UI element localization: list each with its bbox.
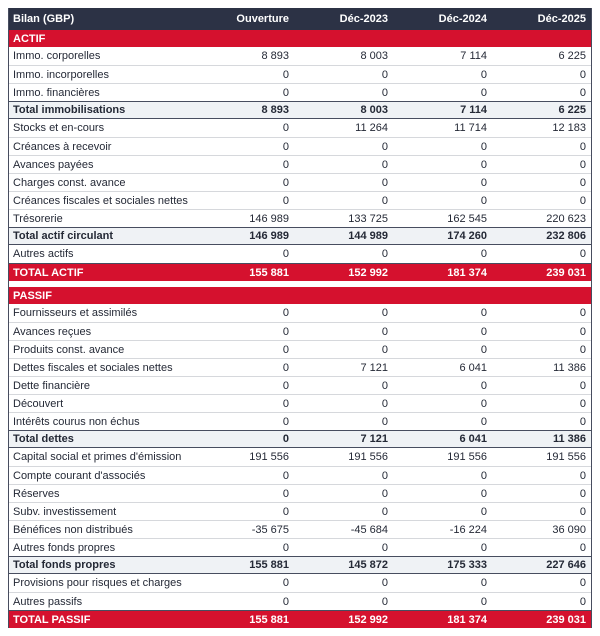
cell-value: 0 [282, 469, 289, 482]
table-row [9, 65, 591, 83]
cell-value: 0 [480, 86, 487, 99]
cell-value: 0 [282, 595, 289, 608]
table-row [9, 137, 591, 155]
cell-value: 0 [480, 68, 487, 81]
cell-value: -45 684 [350, 523, 388, 536]
table-row [9, 358, 591, 376]
cell-value: 8 893 [261, 50, 289, 62]
cell-value: 232 806 [546, 230, 586, 242]
cell-value: 0 [480, 577, 487, 589]
cell-value: 155 881 [249, 559, 289, 571]
row-label: Intérêts courus non échus [13, 415, 140, 428]
cell-value: 155 881 [249, 266, 289, 279]
table-row [9, 47, 591, 65]
row-label: Avances payées [13, 158, 94, 171]
cell-value: 220 623 [546, 212, 586, 225]
cell-value: 162 545 [447, 212, 487, 225]
cell-value: 0 [282, 86, 289, 99]
row-label: Créances à recevoir [13, 140, 112, 153]
cell-value: 152 992 [348, 266, 388, 279]
cell-value: 0 [282, 248, 289, 260]
cell-value: 0 [282, 122, 289, 134]
table-row [9, 173, 591, 191]
row-label: Créances fiscales et sociales nettes [13, 194, 188, 207]
cell-value: 0 [480, 325, 487, 338]
cell-value: 0 [381, 415, 388, 428]
balance-sheet-table [8, 8, 592, 628]
row-label: Trésorerie [13, 212, 63, 225]
column-header: Déc-2024 [438, 13, 487, 25]
cell-value: 174 260 [447, 230, 487, 242]
table-row [9, 466, 591, 484]
cell-value: 36 090 [552, 523, 586, 536]
cell-value: 12 183 [552, 122, 586, 134]
cell-value: 0 [381, 194, 388, 207]
cell-value: 155 881 [249, 613, 289, 626]
cell-value: 0 [480, 307, 487, 319]
cell-value: 0 [282, 379, 289, 392]
cell-value: 0 [381, 343, 388, 356]
cell-value: 0 [381, 86, 388, 99]
cell-value: 0 [579, 379, 586, 392]
table-row [9, 155, 591, 173]
cell-value: 0 [381, 325, 388, 338]
table-row [9, 245, 591, 263]
table-row [9, 592, 591, 610]
cell-value: 0 [381, 176, 388, 189]
cell-value: 11 264 [355, 122, 388, 134]
row-label: Subv. investissement [13, 505, 117, 518]
cell-value: 0 [480, 379, 487, 392]
cell-value: 7 114 [460, 50, 487, 62]
table-row [9, 83, 591, 101]
cell-value: 0 [480, 158, 487, 171]
table-row [9, 448, 591, 466]
cell-value: 0 [381, 577, 388, 589]
cell-value: 0 [579, 595, 586, 608]
cell-value: 0 [381, 469, 388, 482]
row-label: Immo. incorporelles [13, 68, 109, 81]
cell-value: 0 [480, 248, 487, 260]
cell-value: 0 [480, 505, 487, 518]
row-label: Produits const. avance [13, 343, 125, 356]
row-label: Dette financière [13, 379, 91, 392]
cell-value: 0 [282, 541, 289, 554]
table-row [9, 430, 591, 448]
cell-value: 0 [480, 541, 487, 554]
cell-value: 146 989 [249, 212, 289, 225]
row-label: Fournisseurs et assimilés [13, 307, 138, 319]
row-label: Total fonds propres [13, 559, 116, 571]
cell-value: 6 041 [459, 433, 487, 445]
cell-value: 0 [480, 397, 487, 410]
cell-value: 0 [282, 325, 289, 338]
cell-value: -35 675 [251, 523, 289, 536]
cell-value: 0 [381, 248, 388, 260]
cell-value: 0 [282, 158, 289, 171]
cell-value: 0 [282, 176, 289, 189]
table-row [9, 227, 591, 245]
cell-value: 0 [282, 361, 289, 374]
table-row [9, 119, 591, 137]
cell-value: 6 225 [558, 104, 586, 116]
cell-value: 0 [579, 158, 586, 171]
row-label: Immo. financières [13, 86, 100, 99]
table-row [9, 304, 591, 322]
cell-value: 191 556 [249, 451, 289, 463]
cell-value: 7 121 [360, 433, 388, 445]
cell-value: 0 [282, 577, 289, 589]
row-label: Bénéfices non distribués [13, 523, 133, 536]
cell-value: 0 [282, 194, 289, 207]
cell-value: 227 646 [546, 559, 586, 571]
section-header-actif [9, 30, 591, 47]
row-label: Charges const. avance [13, 176, 126, 189]
table-row [9, 502, 591, 520]
cell-value: 191 556 [546, 451, 586, 463]
cell-value: 191 556 [348, 451, 388, 463]
cell-value: 6 225 [558, 50, 586, 62]
table-row [9, 610, 591, 628]
cell-value: 0 [480, 487, 487, 500]
cell-value: 0 [282, 140, 289, 153]
row-label: Total dettes [13, 433, 74, 445]
cell-value: 0 [381, 307, 388, 319]
cell-value: 239 031 [546, 613, 586, 626]
cell-value: 11 386 [553, 361, 586, 374]
cell-value: 0 [480, 140, 487, 153]
row-label: Capital social et primes d'émission [13, 451, 182, 463]
cell-value: 0 [381, 595, 388, 608]
cell-value: 0 [579, 577, 586, 589]
cell-value: 181 374 [447, 266, 487, 279]
column-header: Ouverture [236, 13, 289, 25]
cell-value: 0 [282, 415, 289, 428]
cell-value: 0 [381, 397, 388, 410]
row-label: Compte courant d'associés [13, 469, 146, 482]
cell-value: 0 [282, 433, 289, 445]
table-row [9, 484, 591, 502]
cell-value: 11 714 [454, 122, 487, 134]
row-label: Immo. corporelles [13, 50, 101, 62]
cell-value: 0 [480, 194, 487, 207]
column-header: Déc-2023 [339, 13, 388, 25]
cell-value: 0 [579, 397, 586, 410]
cell-value: 7 121 [360, 361, 388, 374]
cell-value: 152 992 [348, 613, 388, 626]
cell-value: 146 989 [249, 230, 289, 242]
cell-value: 0 [579, 140, 586, 153]
cell-value: 0 [282, 343, 289, 356]
table-body [9, 30, 591, 628]
cell-value: 0 [579, 194, 586, 207]
cell-value: 181 374 [447, 613, 487, 626]
cell-value: 0 [579, 248, 586, 260]
cell-value: 0 [381, 158, 388, 171]
cell-value: 0 [579, 487, 586, 500]
table-row [9, 394, 591, 412]
row-label: Avances reçues [13, 325, 92, 338]
row-label: Réserves [13, 487, 60, 500]
table-row [9, 322, 591, 340]
cell-value: 0 [579, 541, 586, 554]
table-row [9, 538, 591, 556]
cell-value: 144 989 [348, 230, 388, 242]
cell-value: 0 [282, 397, 289, 410]
table-row [9, 376, 591, 394]
table-row [9, 574, 591, 592]
cell-value: 8 003 [360, 104, 388, 116]
table-row [9, 556, 591, 574]
cell-value: 133 725 [348, 212, 388, 225]
cell-value: 11 386 [552, 433, 586, 445]
table-row [9, 520, 591, 538]
cell-value: 0 [579, 176, 586, 189]
row-label: Provisions pour risques et charges [13, 577, 182, 589]
cell-value: 0 [282, 487, 289, 500]
cell-value: 0 [480, 415, 487, 428]
row-label: Autres fonds propres [13, 541, 116, 554]
cell-value: 7 114 [460, 104, 487, 116]
cell-value: 0 [579, 469, 586, 482]
cell-value: 145 872 [348, 559, 388, 571]
table-row [9, 263, 591, 281]
cell-value: 0 [579, 415, 586, 428]
cell-value: 0 [381, 379, 388, 392]
table-row [9, 191, 591, 209]
cell-value: 8 003 [360, 50, 388, 62]
cell-value: 0 [579, 325, 586, 338]
cell-value: 0 [381, 505, 388, 518]
cell-value: 191 556 [447, 451, 487, 463]
row-label: Découvert [13, 397, 64, 410]
row-label: TOTAL PASSIF [13, 613, 91, 626]
table-row [9, 340, 591, 358]
cell-value: 0 [480, 343, 487, 356]
row-label: Total immobilisations [13, 104, 126, 116]
section-header-passif [9, 287, 591, 304]
row-label: Stocks et en-cours [13, 122, 105, 134]
cell-value: 0 [282, 68, 289, 81]
row-label: Autres passifs [13, 595, 83, 608]
cell-value: 0 [579, 86, 586, 99]
cell-value: 0 [381, 487, 388, 500]
row-label: Autres actifs [13, 248, 74, 260]
row-label: TOTAL ACTIF [13, 266, 84, 279]
cell-value: 0 [480, 469, 487, 482]
table-row [9, 412, 591, 430]
table-title: Bilan (GBP) [13, 13, 75, 25]
column-header: Déc-2025 [537, 13, 586, 25]
table-header-row [9, 8, 591, 30]
cell-value: 0 [579, 68, 586, 81]
cell-value: 0 [381, 541, 388, 554]
section-title: PASSIF [13, 289, 52, 302]
cell-value: 0 [282, 307, 289, 319]
cell-value: 0 [480, 176, 487, 189]
row-label: Dettes fiscales et sociales nettes [13, 361, 173, 374]
cell-value: 0 [480, 595, 487, 608]
cell-value: 0 [381, 140, 388, 153]
cell-value: 6 041 [459, 361, 487, 374]
cell-value: 0 [381, 68, 388, 81]
cell-value: 8 893 [261, 104, 289, 116]
cell-value: 175 333 [447, 559, 487, 571]
row-label: Total actif circulant [13, 230, 114, 242]
cell-value: 0 [282, 505, 289, 518]
table-row [9, 101, 591, 119]
cell-value: 0 [579, 343, 586, 356]
cell-value: 0 [579, 307, 586, 319]
cell-value: -16 224 [449, 523, 487, 536]
cell-value: 0 [579, 505, 586, 518]
table-row [9, 209, 591, 227]
cell-value: 239 031 [546, 266, 586, 279]
section-title: ACTIF [13, 32, 46, 45]
